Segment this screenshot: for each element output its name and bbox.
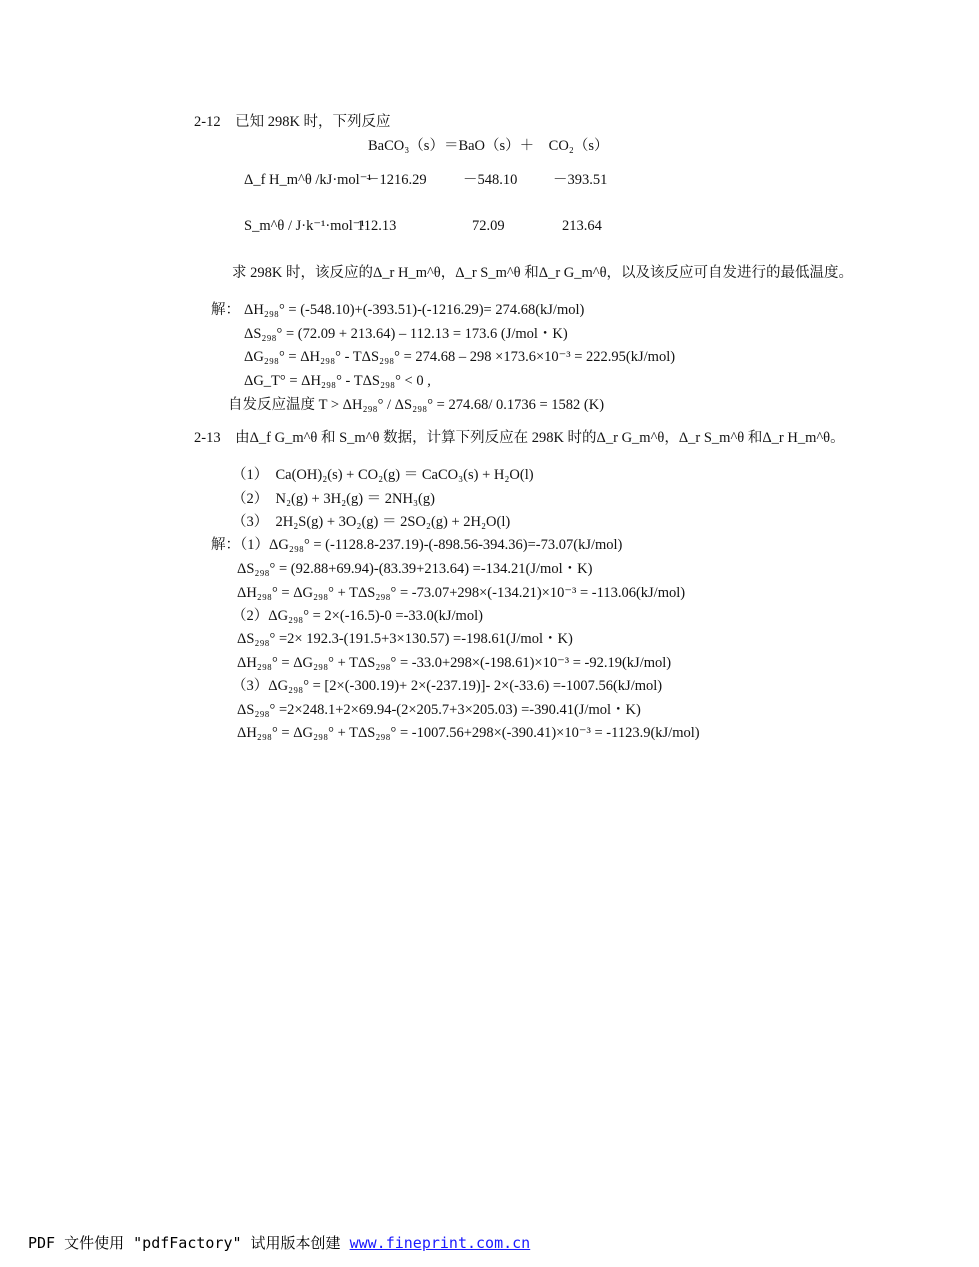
solution-line: ΔG_T° = ΔH₂₉₈° - TΔS₂₉₈° < 0 , [244, 373, 431, 389]
problem-2-13-heading: 2-13 由Δ_f G_m^θ 和 S_m^θ 数据，计算下列反应在 298K 时的Δ_r G_m^θ，Δ_r S_m^θ 和Δ_r H_m^θ。 [194, 430, 845, 446]
entropy-value: 72.09 [472, 218, 505, 234]
reaction-item: （3） 2H₂S(g) + 3O₂(g) ＝ 2SO₂(g) + 2H₂O(l) [232, 514, 511, 530]
solution-line: ΔH₂₉₈° = ΔG₂₉₈° + TΔS₂₉₈° = -33.0+298×(-198.61)×10⁻³ = -92.19(kJ/mol) [237, 655, 672, 671]
enthalpy-value: －548.10 [463, 172, 518, 188]
solution-line: ΔS₂₉₈° = (92.88+69.94)-(83.39+213.64) =-134.21(J/mol・K) [237, 561, 593, 577]
enthalpy-value: －1216.29 [365, 172, 427, 188]
solution-line: （2）ΔG₂₉₈° = 2×(-16.5)-0 =-33.0(kJ/mol) [232, 608, 483, 624]
problem-2-12-heading: 2-12 已知 298K 时，下列反应 [194, 114, 391, 130]
solution-line: 解：（1）ΔG₂₉₈° = (-1128.8-237.19)-(-898.56-394.36)=-73.07(kJ/mol) [211, 537, 623, 553]
enthalpy-value: －393.51 [553, 172, 608, 188]
problem-2-12-question: 求 298K 时，该反应的Δ_r H_m^θ，Δ_r S_m^θ 和Δ_r G_m^θ，以及该反应可自发进行的最低温度。 [232, 265, 854, 281]
entropy-value: 213.64 [562, 218, 602, 234]
entropy-row-label: S_m^θ / J·k⁻¹·mol⁻¹ [244, 218, 365, 234]
solution-line: ΔH₂₉₈° = (-548.10)+(-393.51)-(-1216.29)= 274.68(kJ/mol) [244, 302, 585, 318]
reaction-equation: BaCO₃（s）＝BaO（s）＋ CO₂（s） [368, 138, 609, 154]
enthalpy-row-label: Δ_f H_m^θ /kJ·mol⁻¹ [244, 172, 372, 188]
reaction-item: （1） Ca(OH)₂(s) + CO₂(g) ＝ CaCO₃(s) + H₂O(l) [232, 467, 534, 483]
pdf-footer [28, 1232, 530, 1253]
solution-line: ΔS₂₉₈° =2× 192.3-(191.5+3×130.57) =-198.61(J/mol・K) [237, 631, 573, 647]
footer-text: PDF 文件使用 "pdfFactory" 试用版本创建 [28, 1234, 350, 1252]
solution-line: 自发反应温度 T > ΔH₂₉₈° / ΔS₂₉₈° = 274.68/ 0.1736 = 1582 (K) [228, 397, 605, 413]
solution-line: （3）ΔG₂₉₈° = [2×(-300.19)+ 2×(-237.19)]- 2×(-33.6) =-1007.56(kJ/mol) [232, 678, 663, 694]
solution-line: ΔS₂₉₈° =2×248.1+2×69.94-(2×205.7+3×205.03) =-390.41(J/mol・K) [237, 702, 641, 718]
solution-line: ΔS₂₉₈° = (72.09 + 213.64) – 112.13 = 173.6 (J/mol・K) [244, 326, 568, 342]
fineprint-link[interactable]: www.fineprint.com.cn [349, 1234, 531, 1252]
solution-line: ΔG₂₉₈° = ΔH₂₉₈° - TΔS₂₉₈° = 274.68 – 298 ×173.6×10⁻³ = 222.95(kJ/mol) [244, 349, 676, 365]
entropy-value: 112.13 [357, 218, 397, 234]
solution-label: 解： [211, 302, 240, 318]
solution-line: ΔH₂₉₈° = ΔG₂₉₈° + TΔS₂₉₈° = -73.07+298×(-134.21)×10⁻³ = -113.06(kJ/mol) [237, 585, 686, 601]
solution-line: ΔH₂₉₈° = ΔG₂₉₈° + TΔS₂₉₈° = -1007.56+298×(-390.41)×10⁻³ = -1123.9(kJ/mol) [237, 725, 700, 741]
reaction-item: （2） N₂(g) + 3H₂(g) ＝ 2NH₃(g) [232, 491, 435, 507]
